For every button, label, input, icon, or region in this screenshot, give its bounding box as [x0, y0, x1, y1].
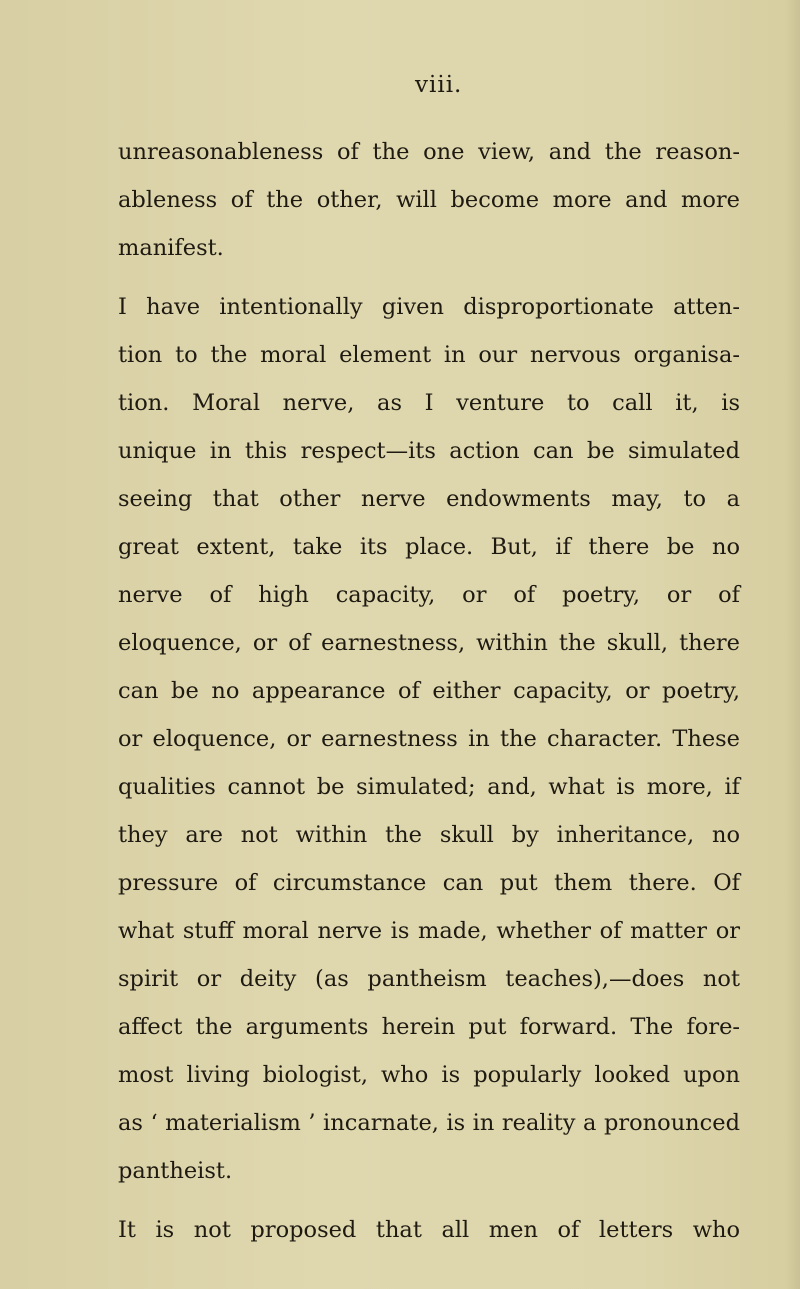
text-line: tion to the moral element in our nervous organisa-: [118, 342, 740, 368]
text-line: what stuff moral nerve is made, whether of matter or: [118, 918, 740, 944]
text-line: pressure of circumstance can put them there. Of: [118, 870, 740, 896]
page-number: viii.: [415, 72, 463, 98]
text-line: spirit or deity (as pantheism teaches),—does not: [118, 966, 740, 992]
text-line: they are not within the skull by inheritance, no: [118, 822, 740, 848]
text-line: most living biologist, who is popularly looked upon: [118, 1062, 740, 1088]
text-line: or eloquence, or earnestness in the character. These: [118, 726, 740, 752]
text-line: pantheist.: [118, 1158, 233, 1184]
text-line: can be no appearance of either capacity, or poetry,: [118, 678, 740, 704]
text-line: manifest.: [118, 235, 224, 261]
text-line: as ‘ materialism ’ incarnate, is in reality a pronounced: [118, 1110, 740, 1136]
text-line: tion. Moral nerve, as I venture to call it, is: [118, 390, 740, 416]
text-line: seeing that other nerve endowments may, to a: [118, 486, 740, 512]
text-line: unreasonableness of the one view, and the reason-: [118, 139, 740, 165]
text-line: great extent, take its place. But, if there be no: [118, 534, 740, 560]
text-line: qualities cannot be simulated; and, what is more, if: [118, 774, 740, 800]
text-line: I have intentionally given disproportionate atten-: [118, 294, 740, 320]
text-line: affect the arguments herein put forward. The fore-: [118, 1014, 740, 1040]
text-line: It is not proposed that all men of letters who: [118, 1217, 740, 1243]
text-line: ableness of the other, will become more and more: [118, 187, 740, 213]
text-line: nerve of high capacity, or of poetry, or of: [118, 582, 740, 608]
text-line: eloquence, or of earnestness, within the skull, there: [118, 630, 740, 656]
text-line: unique in this respect—its action can be simulated: [118, 438, 740, 464]
page-edge-shadow: [786, 0, 800, 1289]
